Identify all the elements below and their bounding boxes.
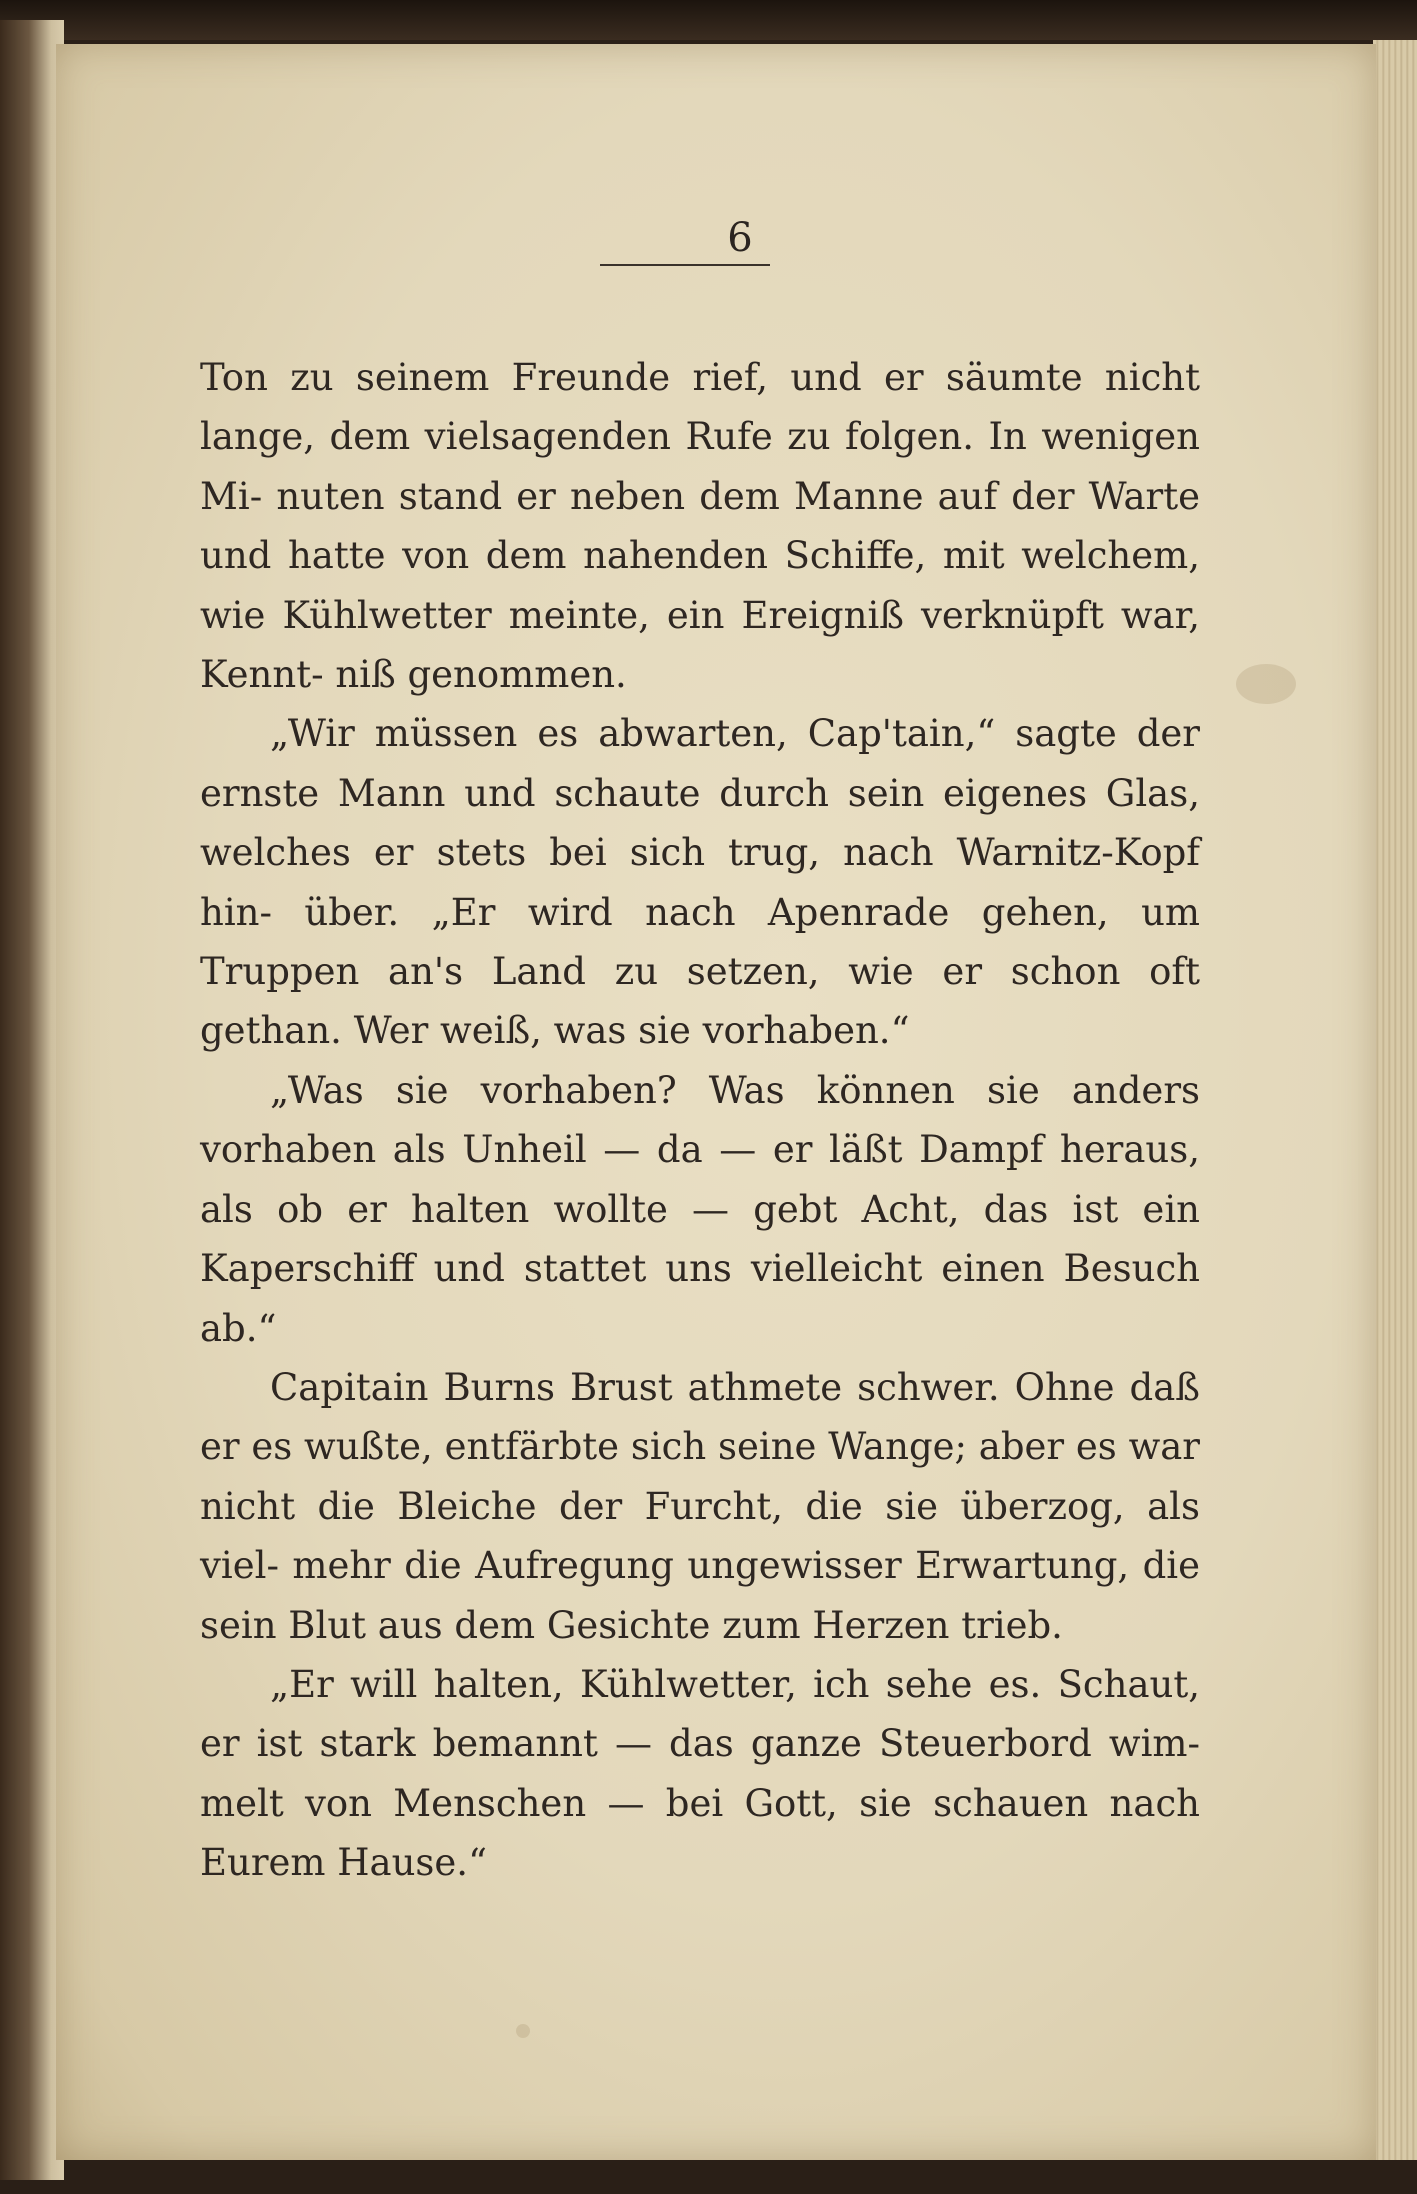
- paragraph: „Wir müssen es abwarten, Cap'tain,“ sagte der ernste Mann und schaute durch sein eigenes Glas, welches er stets bei sich trug, nach Warnitz-Kopf hin- über. „Er wird nach Apenrade gehen, um Truppen an's Land zu setzen, wie er schon oft gethan. Wer weiß, was sie vorhaben.“: [200, 712, 1200, 1053]
- book-spine: [0, 20, 64, 2180]
- page-stack-edge: [1373, 40, 1417, 2160]
- paragraph: Capitain Burns Brust athmete schwer. Ohne daß er es wußte, entfärbte sich seine Wange; aber es war nicht die Bleiche der Furcht, die sie überzog, als viel- mehr die Aufregung ungewisser Erwartung, die sein Blut aus dem Gesichte zum Herzen trieb.: [200, 1365, 1200, 1647]
- page-number-rule: [600, 264, 770, 266]
- paper-stain: [1236, 664, 1296, 704]
- paper-stain: [516, 2024, 530, 2038]
- page-number: 6: [727, 215, 753, 261]
- body-text: [200, 348, 1200, 1893]
- paragraph: „Er will halten, Kühlwetter, ich sehe es. Schaut, er ist stark bemannt — das ganze Steuerbord wim- melt von Menschen — bei Gott, sie schauen nach Eurem Hause.“: [200, 1662, 1200, 1885]
- paragraph: „Was sie vorhaben? Was können sie anders vorhaben als Unheil — da — er läßt Dampf heraus, als ob er halten wollte — gebt Acht, das ist ein Kaperschiff und stattet uns vielleicht einen Besuch ab.“: [200, 1068, 1200, 1350]
- book-cover-top-edge: [0, 0, 1417, 40]
- paragraph: Ton zu seinem Freunde rief, und er säumte nicht lange, dem vielsagenden Rufe zu folgen. In wenigen Mi- nuten stand er neben dem Manne auf der Warte und hatte von dem nahenden Schiffe, mit welchem, wie Kühlwetter meinte, ein Ereigniß verknüpft war, Kennt- niß genommen.: [200, 356, 1200, 697]
